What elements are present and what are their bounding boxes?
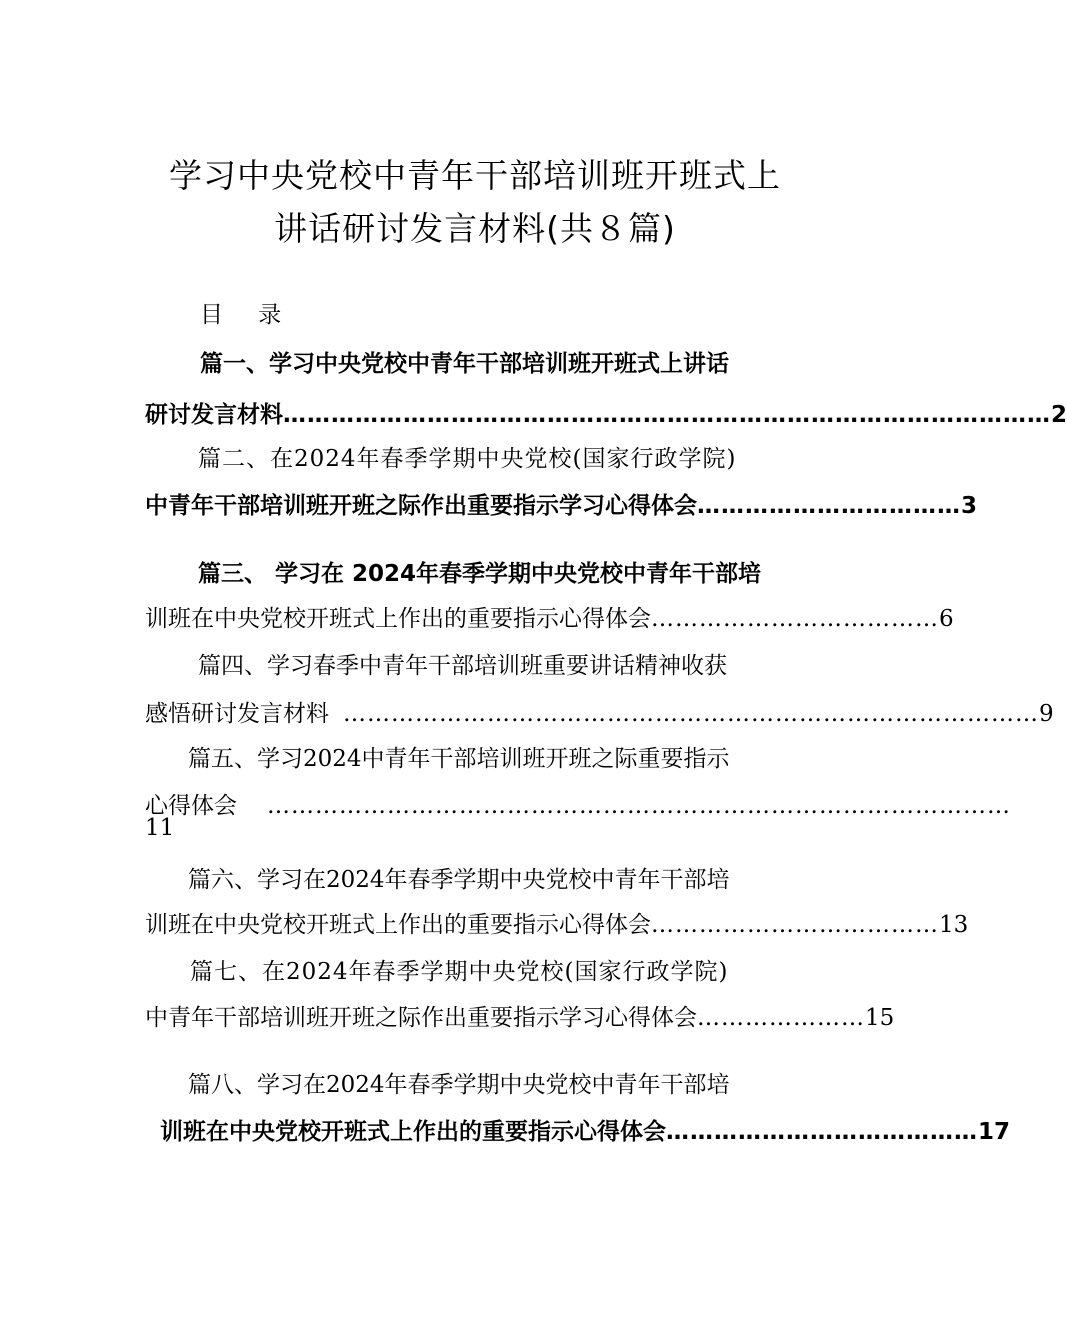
toc-entry-5-line-1[interactable]: 篇五、学习2024中青年干部培训班开班之际重要指示 <box>188 746 730 772</box>
toc-entry-3-line-2[interactable] <box>145 600 954 633</box>
toc-entry-4-line-2[interactable] <box>145 695 1054 728</box>
toc-entry-2-line-1[interactable]: 篇二、在2024年春季学期中央党校(国家行政学院) <box>198 446 737 472</box>
toc-entry-8-line-2[interactable] <box>160 1113 1011 1146</box>
toc-entry-2-line-2[interactable] <box>145 487 978 520</box>
toc-entry-4-line-1[interactable]: 篇四、学习春季中青年干部培训班重要讲话精神收获 <box>198 653 727 679</box>
toc-entry-7-text: 中青年干部培训班开班之际作出重要指示学习心得体会 <box>145 1005 697 1031</box>
toc-heading: 目 录 <box>200 302 296 328</box>
toc-entry-6-text: 训班在中央党校开班式上作出的重要指示心得体会 <box>145 912 651 938</box>
toc-entry-3-page: 6 <box>939 606 954 632</box>
toc-entry-8-text: 训班在中央党校开班式上作出的重要指示心得体会 <box>160 1119 666 1145</box>
leader-dots: ………………………………………………………………………………… <box>267 793 1011 819</box>
toc-entry-3-text: 训班在中央党校开班式上作出的重要指示心得体会 <box>145 606 651 632</box>
toc-entry-7-line-2[interactable] <box>145 999 895 1032</box>
toc-entry-4-page: 9 <box>1039 701 1054 727</box>
leader-dots: …………………………… <box>697 493 961 519</box>
leader-dots: ……………………………… <box>651 912 939 938</box>
leader-dots: …………………………………………………………………………… <box>343 701 1039 727</box>
leader-dots: ………………………………… <box>666 1119 978 1145</box>
toc-entry-1-text: 研讨发言材料 <box>145 402 283 428</box>
toc-entry-7-page: 15 <box>865 1005 895 1031</box>
document-title-line-2: 讲话研讨发言材料(共８篇) <box>274 209 676 248</box>
toc-entry-1-line-2[interactable] <box>145 396 1067 429</box>
toc-entry-8-line-1[interactable]: 篇八、学习在2024年春季学期中央党校中青年干部培 <box>188 1072 730 1098</box>
toc-entry-2-page: 3 <box>961 493 978 519</box>
toc-entry-6-line-2[interactable] <box>145 906 969 939</box>
toc-entry-8-page: 17 <box>978 1119 1011 1145</box>
toc-entry-5-line-2[interactable] <box>145 787 1011 820</box>
toc-entry-5-page[interactable]: 11 <box>145 815 175 841</box>
leader-dots: ……………………………… <box>651 606 939 632</box>
toc-entry-3-line-1[interactable]: 篇三、 学习在 2024年春季学期中央党校中青年干部培 <box>198 561 762 587</box>
toc-entry-1-line-1[interactable]: 篇一、学习中央党校中青年干部培训班开班式上讲话 <box>200 351 729 377</box>
toc-entry-4-text: 感悟研讨发言材料 <box>145 701 329 727</box>
leader-dots: …………………………………………………………………………………… <box>283 402 1051 428</box>
leader-dots: ………………… <box>697 1005 865 1031</box>
toc-entry-5-text: 心得体会 <box>145 793 237 819</box>
toc-entry-7-line-1[interactable]: 篇七、在2024年春季学期中央党校(国家行政学院) <box>190 959 729 985</box>
document-title-line-1: 学习中央党校中青年干部培训班开班式上 <box>169 156 781 195</box>
toc-entry-6-line-1[interactable]: 篇六、学习在2024年春季学期中央党校中青年干部培 <box>188 867 730 893</box>
toc-entry-1-page: 2 <box>1051 402 1067 428</box>
toc-entry-2-text: 中青年干部培训班开班之际作出重要指示学习心得体会 <box>145 493 697 519</box>
toc-entry-6-page: 13 <box>939 912 969 938</box>
